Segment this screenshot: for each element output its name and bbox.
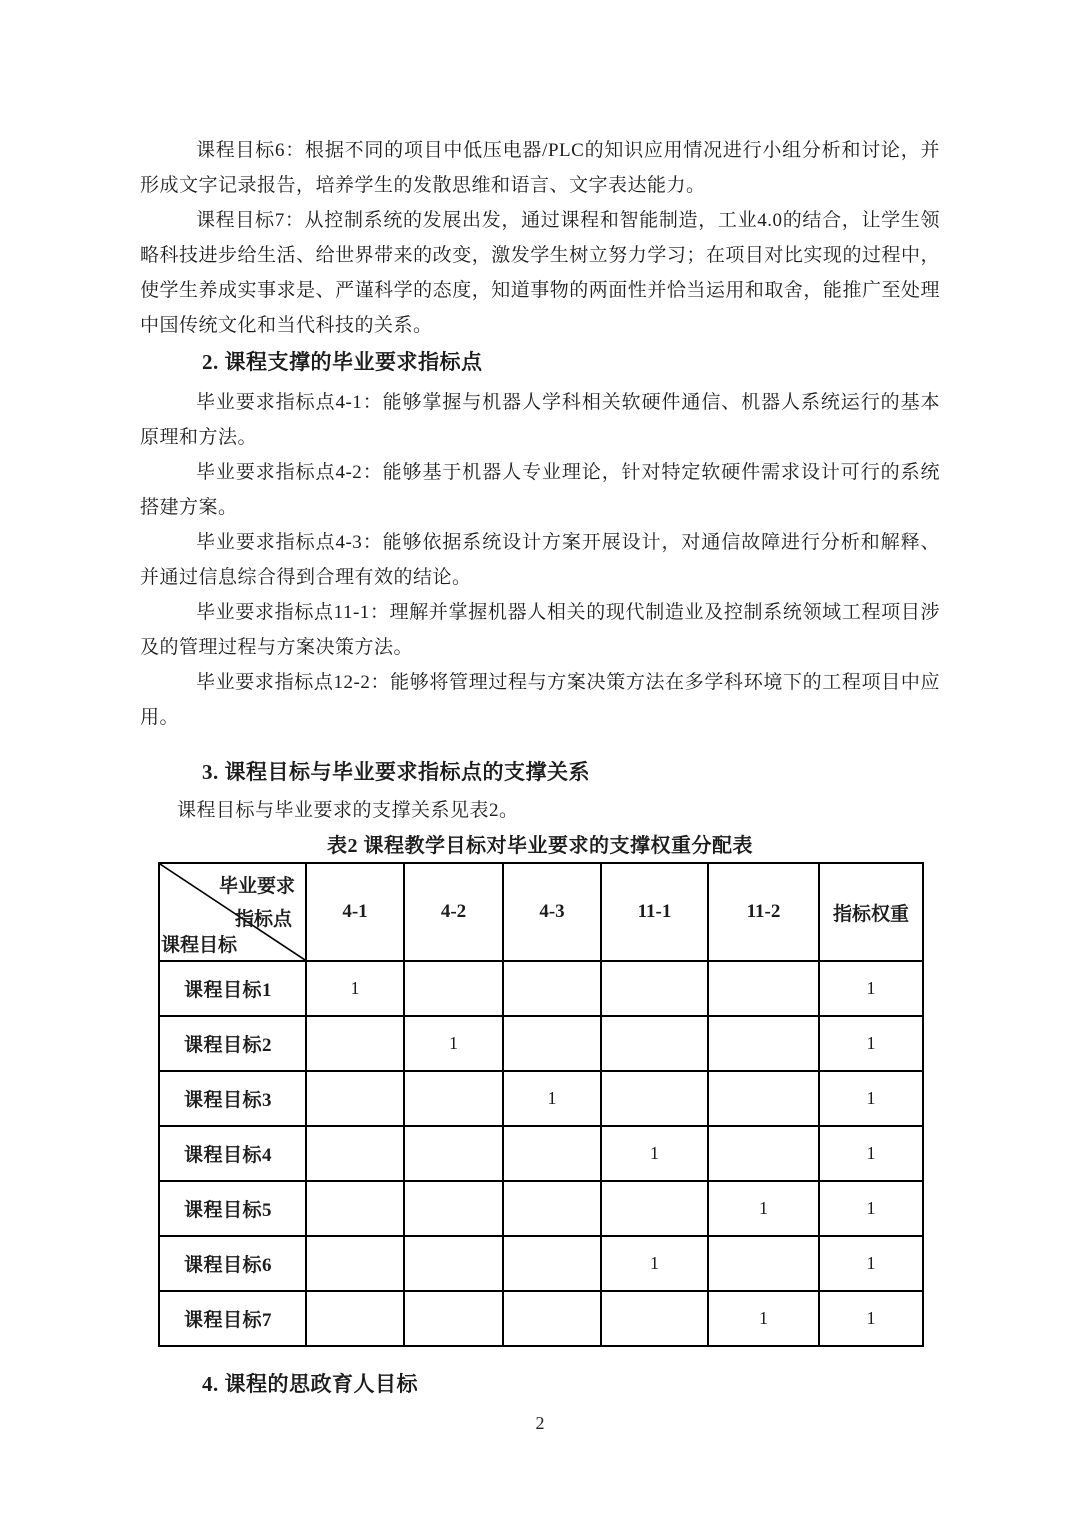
table-row [159,1016,923,1071]
table-cell: 1 [503,1071,601,1126]
table-cell [404,1071,503,1126]
table-cell [306,1071,404,1126]
paragraph-indicator-11-1: 毕业要求指标点11-1：理解并掌握机器人相关的现代制造业及控制系统领域工程项目涉及的管理过程与方案决策方法。 [140,602,940,658]
table-header-row [159,863,923,961]
table-cell: 1 [819,1291,923,1346]
section-heading-2: 2. 课程支撑的毕业要求指标点 [202,350,483,374]
section-heading-4: 4. 课程的思政育人目标 [202,1372,418,1396]
table-row [159,1236,923,1291]
table-cell [708,1236,819,1291]
column-header-4-2: 4-2 [404,863,503,961]
table-cell: 1 [708,1291,819,1346]
table-row [159,1291,923,1346]
table-cell [306,1016,404,1071]
table-cell [601,1071,708,1126]
table-cell [503,961,601,1016]
graduation-requirements-block [140,385,940,735]
column-header-4-3: 4-3 [503,863,601,961]
table-cell [306,1291,404,1346]
table-cell [503,1291,601,1346]
column-header-11-2: 11-2 [708,863,819,961]
corner-label-bottom: 课程目标 [161,935,238,956]
table-cell [306,1126,404,1181]
row-label: 课程目标4 [159,1126,306,1181]
row-label: 课程目标1 [159,961,306,1016]
table-cell [601,1181,708,1236]
table-cell: 1 [404,1016,503,1071]
table-cell [708,961,819,1016]
row-label: 课程目标6 [159,1236,306,1291]
table-cell [404,1126,503,1181]
column-header-11-1: 11-1 [601,863,708,961]
table-cell [404,961,503,1016]
row-label: 课程目标5 [159,1181,306,1236]
table-cell: 1 [819,1236,923,1291]
row-label: 课程目标3 [159,1071,306,1126]
paragraph-indicator-4-3: 毕业要求指标点4-3：能够依据系统设计方案开展设计，对通信故障进行分析和解释、并通过信息综合得到合理有效的结论。 [140,532,940,588]
table-cell: 1 [601,1126,708,1181]
table-cell: 1 [819,1016,923,1071]
table-cell: 1 [819,1126,923,1181]
paragraph-course-goal-7: 课程目标7：从控制系统的发展出发，通过课程和智能制造，工业4.0的结合，让学生领略科技进步给生活、给世界带来的改变，激发学生树立努力学习；在项目对比实现的过程中，使学生养成实事求是、严谨科学的态度，知道事物的两面性并恰当运用和取舍，能推广至处理中国传统文化和当代科技的关系。 [140,210,940,336]
section-heading-3: 3. 课程目标与毕业要求指标点的支撑关系 [202,760,590,784]
table-cell [503,1016,601,1071]
paragraph-table-reference: 课程目标与毕业要求的支撑关系见表2。 [177,800,519,821]
table-cell [306,1181,404,1236]
corner-label-top: 毕业要求 [218,876,295,897]
row-label: 课程目标7 [159,1291,306,1346]
table-cell: 1 [819,1181,923,1236]
table-cell [404,1291,503,1346]
table-cell: 1 [819,1071,923,1126]
table-row [159,1126,923,1181]
table-caption: 表2 课程教学目标对毕业要求的支撑权重分配表 [327,835,753,857]
table-cell [306,1236,404,1291]
table-cell [404,1181,503,1236]
paragraph-indicator-4-2: 毕业要求指标点4-2：能够基于机器人专业理论，针对特定软硬件需求设计可行的系统搭建方案。 [140,462,940,518]
table-cell [601,1016,708,1071]
table-cell [404,1236,503,1291]
table-row [159,1181,923,1236]
table-cell [503,1236,601,1291]
table-cell [601,961,708,1016]
table-cell [708,1016,819,1071]
table-cell: 1 [601,1236,708,1291]
table-row [159,961,923,1016]
table-row [159,1071,923,1126]
column-header-4-1: 4-1 [306,863,404,961]
column-header-indicator-weight: 指标权重 [819,863,923,961]
support-weight-table [158,862,924,1347]
row-label: 课程目标2 [159,1016,306,1071]
paragraph-indicator-12-2: 毕业要求指标点12-2：能够将管理过程与方案决策方法在多学科环境下的工程项目中应用。 [140,672,940,728]
table-cell [601,1291,708,1346]
table-cell [708,1071,819,1126]
table-cell: 1 [708,1181,819,1236]
table-cell [503,1126,601,1181]
corner-label-middle: 指标点 [234,909,292,930]
table-cell [503,1181,601,1236]
table-cell: 1 [306,961,404,1016]
page-number: 2 [535,1413,545,1433]
table-cell: 1 [819,961,923,1016]
table-corner-cell [159,863,306,961]
paragraph-course-goal-6: 课程目标6：根据不同的项目中低压电器/PLC的知识应用情况进行小组分析和讨论，并形成文字记录报告，培养学生的发散思维和语言、文字表达能力。 [140,140,940,196]
paragraph-indicator-4-1: 毕业要求指标点4-1：能够掌握与机器人学科相关软硬件通信、机器人系统运行的基本原理和方法。 [140,392,940,448]
table-cell [708,1126,819,1181]
